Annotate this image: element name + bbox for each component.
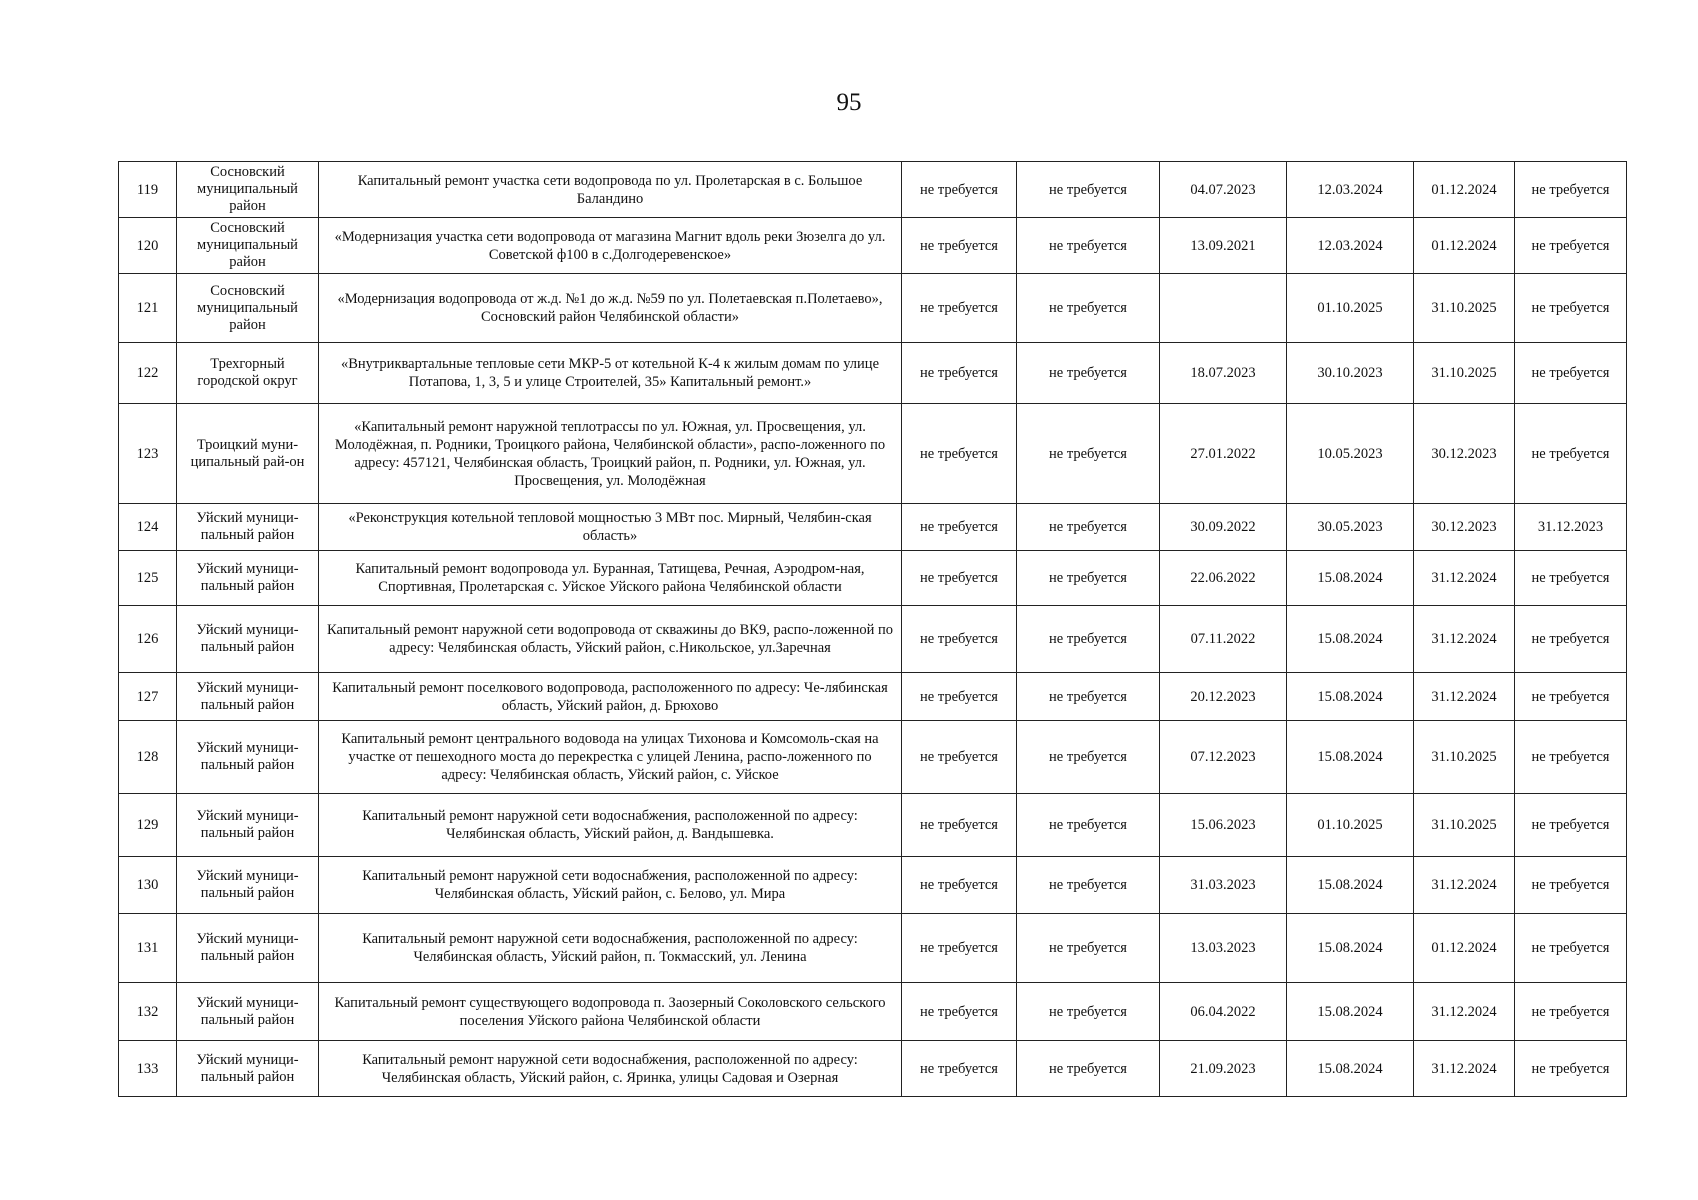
status-cell-c: не требуется bbox=[1515, 721, 1627, 794]
row-number: 122 bbox=[119, 343, 177, 404]
date-cell-1: 04.07.2023 bbox=[1160, 162, 1287, 218]
date-cell-3: 31.10.2025 bbox=[1414, 274, 1515, 343]
project-name-cell: Капитальный ремонт поселкового водопровода, расположенного по адресу: Че-лябинская область, Уйский район, д. Брюхово bbox=[319, 673, 902, 721]
status-cell-c: не требуется bbox=[1515, 794, 1627, 857]
date-cell-3: 31.12.2024 bbox=[1414, 551, 1515, 606]
status-cell-c: 31.12.2023 bbox=[1515, 504, 1627, 551]
row-number: 120 bbox=[119, 218, 177, 274]
project-name-cell: «Капитальный ремонт наружной теплотрассы по ул. Южная, ул. Просвещения, ул. Молодёжная, п. Родники, Троицкого района, Челябинской области», распо-ложенного по адресу: 457121, Челябинская область, Троицкий район, п. Родники, ул. Южная, ул. Просвещения, ул. Молодёжная bbox=[319, 404, 902, 504]
municipality-cell: Уйский муници-пальный район bbox=[177, 1041, 319, 1097]
date-cell-1: 13.03.2023 bbox=[1160, 914, 1287, 983]
row-number: 123 bbox=[119, 404, 177, 504]
project-name-cell: Капитальный ремонт наружной сети водоснабжения, расположенной по адресу: Челябинская область, Уйский район, с. Яринка, улицы Садовая и Озерная bbox=[319, 1041, 902, 1097]
table-row bbox=[119, 343, 1627, 404]
municipality-cell: Уйский муници-пальный район bbox=[177, 606, 319, 673]
date-cell-3: 01.12.2024 bbox=[1414, 914, 1515, 983]
date-cell-1: 31.03.2023 bbox=[1160, 857, 1287, 914]
row-number: 124 bbox=[119, 504, 177, 551]
project-name-cell: Капитальный ремонт водопровода ул. Буранная, Татищева, Речная, Аэродром-ная, Спортивная, Пролетарская с. Уйское Уйского района Челябинской области bbox=[319, 551, 902, 606]
status-cell-c: не требуется bbox=[1515, 162, 1627, 218]
date-cell-3: 31.10.2025 bbox=[1414, 343, 1515, 404]
municipality-cell: Сосновский муниципальный район bbox=[177, 274, 319, 343]
status-cell-c: не требуется bbox=[1515, 983, 1627, 1041]
table-body bbox=[119, 162, 1627, 1097]
status-cell-b: не требуется bbox=[1017, 1041, 1160, 1097]
date-cell-2: 15.08.2024 bbox=[1287, 914, 1414, 983]
municipality-cell: Уйский муници-пальный район bbox=[177, 914, 319, 983]
table-row bbox=[119, 1041, 1627, 1097]
municipality-cell: Уйский муници-пальный район bbox=[177, 857, 319, 914]
date-cell-3: 31.12.2024 bbox=[1414, 1041, 1515, 1097]
table-row bbox=[119, 606, 1627, 673]
status-cell-a: не требуется bbox=[902, 343, 1017, 404]
status-cell-c: не требуется bbox=[1515, 551, 1627, 606]
status-cell-c: не требуется bbox=[1515, 343, 1627, 404]
date-cell-2: 15.08.2024 bbox=[1287, 721, 1414, 794]
table-row bbox=[119, 162, 1627, 218]
date-cell-1: 21.09.2023 bbox=[1160, 1041, 1287, 1097]
status-cell-b: не требуется bbox=[1017, 274, 1160, 343]
date-cell-2: 01.10.2025 bbox=[1287, 274, 1414, 343]
date-cell-3: 01.12.2024 bbox=[1414, 218, 1515, 274]
project-name-cell: Капитальный ремонт центрального водовода на улицах Тихонова и Комсомоль-ская на участке от пешеходного моста до перекрестка с улицей Ленина, распо-ложенного по адресу: Челябинская область, Уйский район, с. Уйское bbox=[319, 721, 902, 794]
date-cell-3: 31.12.2024 bbox=[1414, 857, 1515, 914]
date-cell-3: 01.12.2024 bbox=[1414, 162, 1515, 218]
status-cell-a: не требуется bbox=[902, 404, 1017, 504]
status-cell-a: не требуется bbox=[902, 857, 1017, 914]
date-cell-2: 15.08.2024 bbox=[1287, 983, 1414, 1041]
date-cell-2: 10.05.2023 bbox=[1287, 404, 1414, 504]
date-cell-1: 18.07.2023 bbox=[1160, 343, 1287, 404]
status-cell-a: не требуется bbox=[902, 274, 1017, 343]
project-name-cell: «Внутриквартальные тепловые сети МКР-5 от котельной К-4 к жилым домам по улице Потапова, 1, 3, 5 и улице Строителей, 35» Капитальный ремонт.» bbox=[319, 343, 902, 404]
table-row bbox=[119, 914, 1627, 983]
date-cell-1: 30.09.2022 bbox=[1160, 504, 1287, 551]
table-row bbox=[119, 721, 1627, 794]
status-cell-a: не требуется bbox=[902, 721, 1017, 794]
project-name-cell: Капитальный ремонт наружной сети водоснабжения, расположенной по адресу: Челябинская область, Уйский район, д. Вандышевка. bbox=[319, 794, 902, 857]
date-cell-3: 31.12.2024 bbox=[1414, 606, 1515, 673]
status-cell-c: не требуется bbox=[1515, 218, 1627, 274]
row-number: 125 bbox=[119, 551, 177, 606]
date-cell-1: 22.06.2022 bbox=[1160, 551, 1287, 606]
table-row bbox=[119, 551, 1627, 606]
date-cell-2: 30.05.2023 bbox=[1287, 504, 1414, 551]
date-cell-1: 27.01.2022 bbox=[1160, 404, 1287, 504]
status-cell-b: не требуется bbox=[1017, 343, 1160, 404]
date-cell-1: 20.12.2023 bbox=[1160, 673, 1287, 721]
date-cell-3: 31.12.2024 bbox=[1414, 983, 1515, 1041]
date-cell-2: 15.08.2024 bbox=[1287, 1041, 1414, 1097]
status-cell-b: не требуется bbox=[1017, 218, 1160, 274]
date-cell-1 bbox=[1160, 274, 1287, 343]
municipality-cell: Уйский муници-пальный район bbox=[177, 983, 319, 1041]
status-cell-b: не требуется bbox=[1017, 162, 1160, 218]
table-row bbox=[119, 404, 1627, 504]
table-row bbox=[119, 274, 1627, 343]
status-cell-a: не требуется bbox=[902, 983, 1017, 1041]
row-number: 130 bbox=[119, 857, 177, 914]
status-cell-c: не требуется bbox=[1515, 857, 1627, 914]
status-cell-a: не требуется bbox=[902, 794, 1017, 857]
municipality-cell: Уйский муници-пальный район bbox=[177, 551, 319, 606]
date-cell-2: 12.03.2024 bbox=[1287, 218, 1414, 274]
date-cell-2: 12.03.2024 bbox=[1287, 162, 1414, 218]
date-cell-1: 06.04.2022 bbox=[1160, 983, 1287, 1041]
row-number: 127 bbox=[119, 673, 177, 721]
project-name-cell: Капитальный ремонт участка сети водопровода по ул. Пролетарская в с. Большое Баландино bbox=[319, 162, 902, 218]
date-cell-2: 15.08.2024 bbox=[1287, 673, 1414, 721]
date-cell-2: 15.08.2024 bbox=[1287, 857, 1414, 914]
row-number: 131 bbox=[119, 914, 177, 983]
status-cell-a: не требуется bbox=[902, 162, 1017, 218]
status-cell-b: не требуется bbox=[1017, 504, 1160, 551]
date-cell-3: 31.10.2025 bbox=[1414, 721, 1515, 794]
date-cell-1: 07.11.2022 bbox=[1160, 606, 1287, 673]
date-cell-3: 30.12.2023 bbox=[1414, 504, 1515, 551]
row-number: 128 bbox=[119, 721, 177, 794]
table-row bbox=[119, 857, 1627, 914]
row-number: 129 bbox=[119, 794, 177, 857]
table-row bbox=[119, 673, 1627, 721]
date-cell-1: 13.09.2021 bbox=[1160, 218, 1287, 274]
status-cell-c: не требуется bbox=[1515, 274, 1627, 343]
status-cell-c: не требуется bbox=[1515, 1041, 1627, 1097]
date-cell-3: 31.12.2024 bbox=[1414, 673, 1515, 721]
status-cell-b: не требуется bbox=[1017, 983, 1160, 1041]
date-cell-3: 31.10.2025 bbox=[1414, 794, 1515, 857]
row-number: 121 bbox=[119, 274, 177, 343]
project-name-cell: Капитальный ремонт наружной сети водоснабжения, расположенной по адресу: Челябинская область, Уйский район, с. Белово, ул. Мира bbox=[319, 857, 902, 914]
status-cell-b: не требуется bbox=[1017, 721, 1160, 794]
project-name-cell: Капитальный ремонт существующего водопровода п. Заозерный Соколовского сельского поселения Уйского района Челябинской области bbox=[319, 983, 902, 1041]
date-cell-2: 15.08.2024 bbox=[1287, 606, 1414, 673]
date-cell-1: 15.06.2023 bbox=[1160, 794, 1287, 857]
status-cell-a: не требуется bbox=[902, 673, 1017, 721]
project-name-cell: «Реконструкция котельной тепловой мощностью 3 МВт пос. Мирный, Челябин-ская область» bbox=[319, 504, 902, 551]
table-row bbox=[119, 983, 1627, 1041]
table-row bbox=[119, 218, 1627, 274]
status-cell-b: не требуется bbox=[1017, 857, 1160, 914]
municipality-cell: Сосновский муниципальный район bbox=[177, 218, 319, 274]
status-cell-b: не требуется bbox=[1017, 794, 1160, 857]
status-cell-a: не требуется bbox=[902, 551, 1017, 606]
municipality-cell: Уйский муници-пальный район bbox=[177, 504, 319, 551]
date-cell-2: 01.10.2025 bbox=[1287, 794, 1414, 857]
status-cell-c: не требуется bbox=[1515, 673, 1627, 721]
municipality-cell: Уйский муници-пальный район bbox=[177, 721, 319, 794]
row-number: 119 bbox=[119, 162, 177, 218]
row-number: 133 bbox=[119, 1041, 177, 1097]
municipality-cell: Уйский муници-пальный район bbox=[177, 673, 319, 721]
project-name-cell: «Модернизация водопровода от ж.д. №1 до ж.д. №59 по ул. Полетаевская п.Полетаево», Сосновский район Челябинской области» bbox=[319, 274, 902, 343]
page-number: 95 bbox=[836, 89, 862, 116]
municipality-cell: Трехгорный городской округ bbox=[177, 343, 319, 404]
status-cell-a: не требуется bbox=[902, 504, 1017, 551]
date-cell-1: 07.12.2023 bbox=[1160, 721, 1287, 794]
status-cell-c: не требуется bbox=[1515, 404, 1627, 504]
status-cell-b: не требуется bbox=[1017, 673, 1160, 721]
date-cell-2: 15.08.2024 bbox=[1287, 551, 1414, 606]
status-cell-a: не требуется bbox=[902, 218, 1017, 274]
status-cell-b: не требуется bbox=[1017, 551, 1160, 606]
status-cell-a: не требуется bbox=[902, 606, 1017, 673]
row-number: 126 bbox=[119, 606, 177, 673]
status-cell-c: не требуется bbox=[1515, 914, 1627, 983]
municipality-cell: Сосновский муниципальный район bbox=[177, 162, 319, 218]
row-number: 132 bbox=[119, 983, 177, 1041]
status-cell-a: не требуется bbox=[902, 914, 1017, 983]
project-name-cell: «Модернизация участка сети водопровода от магазина Магнит вдоль реки Зюзелга до ул. Советской ф100 в с.Долгодеревенское» bbox=[319, 218, 902, 274]
date-cell-3: 30.12.2023 bbox=[1414, 404, 1515, 504]
date-cell-2: 30.10.2023 bbox=[1287, 343, 1414, 404]
status-cell-b: не требуется bbox=[1017, 404, 1160, 504]
projects-table bbox=[118, 161, 1627, 1097]
status-cell-b: не требуется bbox=[1017, 606, 1160, 673]
status-cell-b: не требуется bbox=[1017, 914, 1160, 983]
table-row bbox=[119, 504, 1627, 551]
municipality-cell: Троицкий муни-ципальный рай-он bbox=[177, 404, 319, 504]
project-name-cell: Капитальный ремонт наружной сети водоснабжения, расположенной по адресу: Челябинская область, Уйский район, п. Токмасский, ул. Ленина bbox=[319, 914, 902, 983]
project-name-cell: Капитальный ремонт наружной сети водопровода от скважины до ВК9, распо-ложенной по адресу: Челябинская область, Уйский район, с.Никольское, ул.Заречная bbox=[319, 606, 902, 673]
table-row bbox=[119, 794, 1627, 857]
status-cell-a: не требуется bbox=[902, 1041, 1017, 1097]
municipality-cell: Уйский муници-пальный район bbox=[177, 794, 319, 857]
status-cell-c: не требуется bbox=[1515, 606, 1627, 673]
